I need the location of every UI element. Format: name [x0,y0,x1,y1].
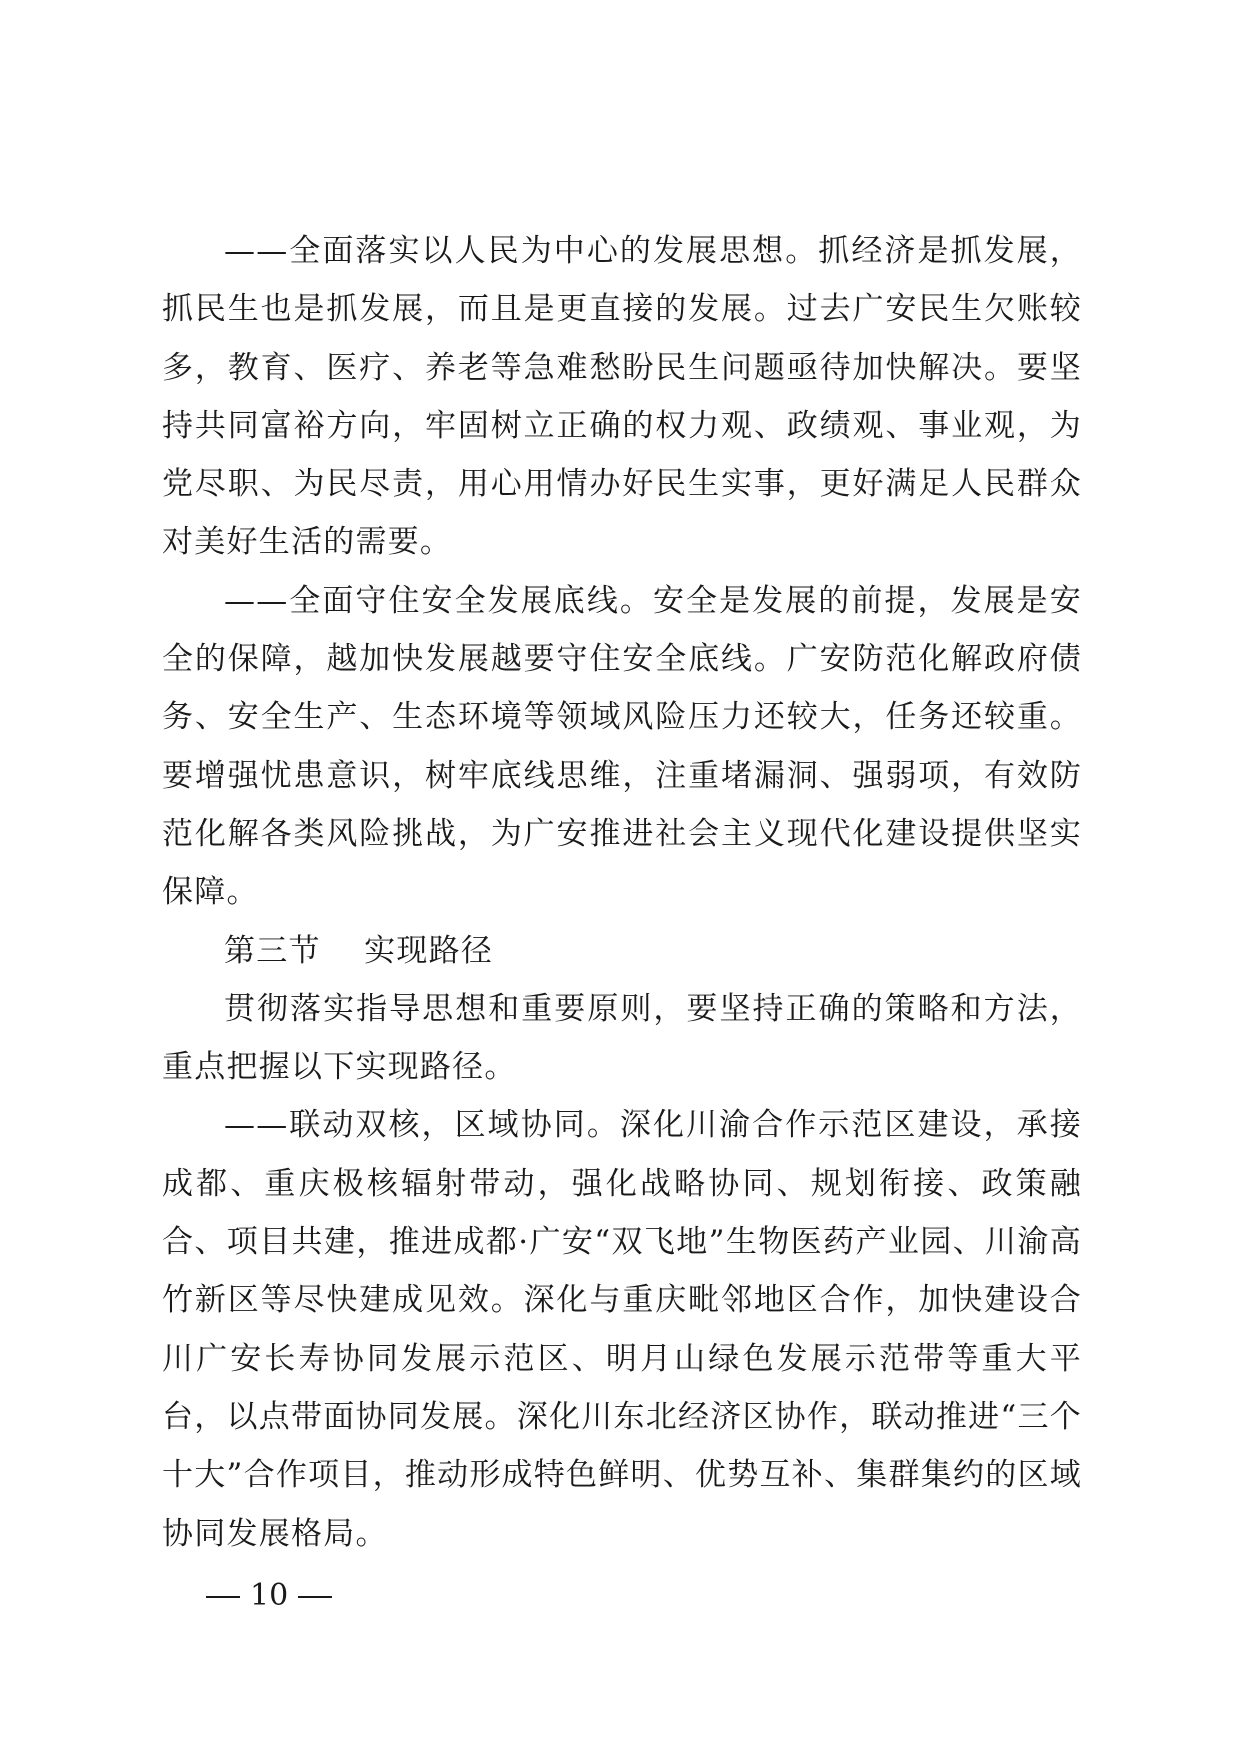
page-number-footer [196,1576,342,1616]
body-text [162,222,1082,1563]
dash-right [298,1596,332,1598]
page-number: 10 [250,1578,289,1613]
section-title: 实现路径 [364,932,494,969]
paragraph-people-centered: ——全面落实以人民为中心的发展思想。抓经济是抓发展，抓民生也是抓发展，而且是更直接的发展。过去广安民生欠账较多，教育、医疗、养老等急难愁盼民生问题亟待加快解决。要坚持共同富裕方向，牢固树立正确的权力观、政绩观、事业观，为党尽职、为民尽责，用心用情办好民生实事，更好满足人民群众对美好生活的需要。 [162,233,1082,561]
paragraph-regional-coordination: ——联动双核，区域协同。深化川渝合作示范区建设，承接成都、重庆极核辐射带动，强化战略协同、规划衔接、政策融合、项目共建，推进成都·广安“双飞地”生物医药产业园、川渝高竹新区等尽快建成见效。深化与重庆毗邻地区合作，加快建设合川广安长寿协同发展示范区、明月山绿色发展示范带等重大平台，以点带面协同发展。深化川东北经济区协作，联动推进“三个十大”合作项目，推动形成特色鲜明、优势互补、集群集约的区域协同发展格局。 [162,1107,1082,1552]
paragraph-implementation-intro: 贯彻落实指导思想和重要原则，要坚持正确的策略和方法，重点把握以下实现路径。 [162,990,1082,1086]
section-heading [162,922,1082,980]
dash-left [206,1596,240,1598]
paragraph-safety-bottom-line: ——全面守住安全发展底线。安全是发展的前提，发展是安全的保障，越加快发展越要守住安全底线。广安防范化解政府债务、安全生产、生态环境等领域风险压力还较大，任务还较重。要增强忧患意识，树牢底线思维，注重堵漏洞、强弱项，有效防范化解各类风险挑战，为广安推进社会主义现代化建设提供坚实保障。 [162,582,1082,911]
section-number: 第三节 [224,932,321,969]
